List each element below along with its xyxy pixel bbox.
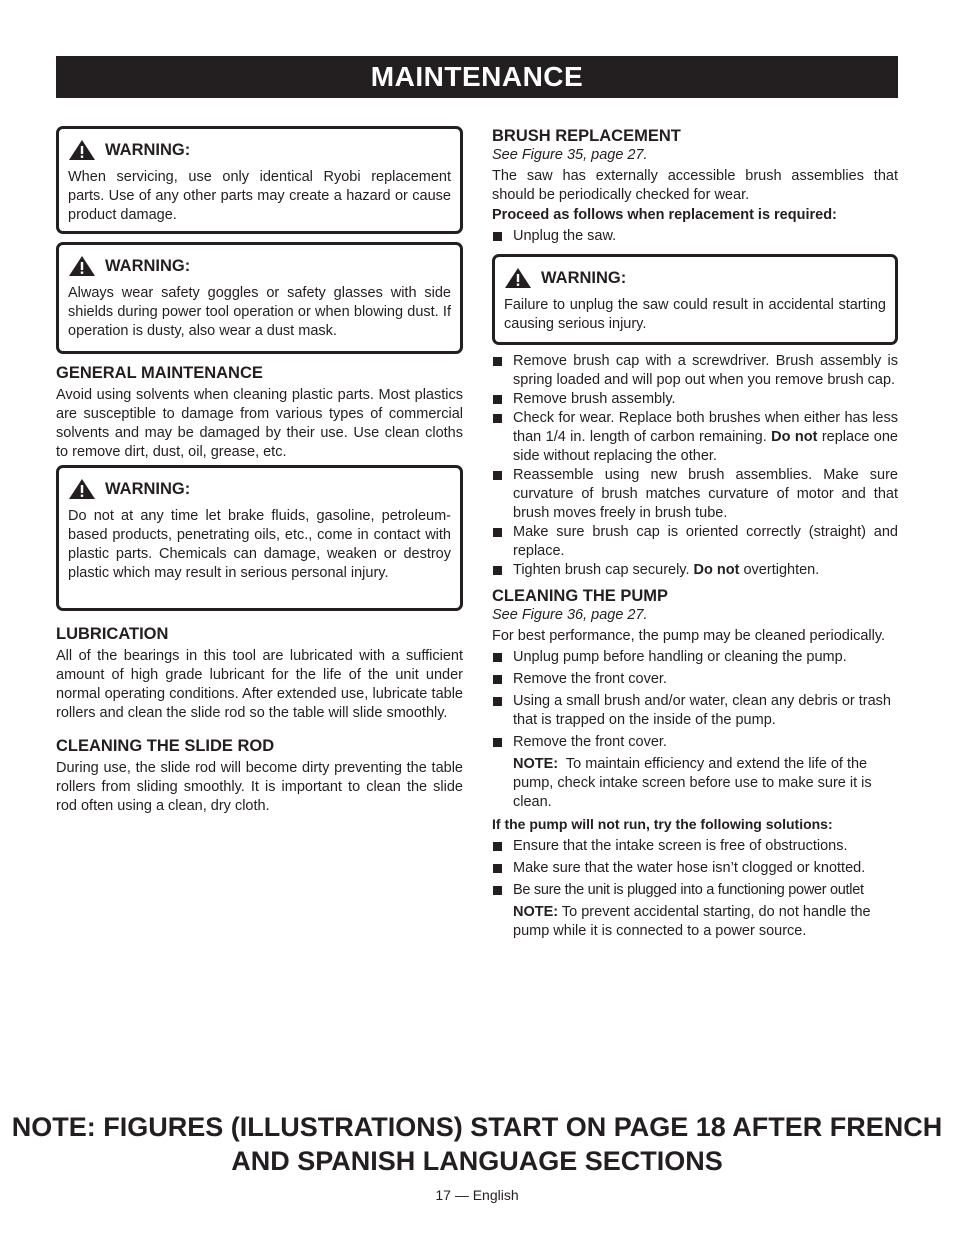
lubrication-text: All of the bearings in this tool are lubricated with a sufficient amount of high grade lubricant for the life of the unit under normal operating conditions. After extended use, lubricate table rollers and clean the slide rod so the table will slide smoothly.: [56, 648, 463, 721]
brush-figure-reference: See Figure 35, page 27.: [492, 147, 648, 163]
list-item: Reassemble using new brush assemblies. Make sure curvature of brush matches curvature of motor and that brush moves freely in brush tube.: [492, 466, 898, 523]
list-item: Tighten brush cap securely. Do not overtighten.: [492, 561, 898, 580]
slide-rod-text: During use, the slide rod will become dirty preventing the table rollers from sliding smoothly. It is important to clean the slide rod often using a clean, dry cloth.: [56, 760, 463, 814]
warning-triangle-icon: [68, 255, 96, 277]
lubrication-heading: LUBRICATION: [56, 625, 169, 643]
list-item: Remove the front cover.: [492, 733, 898, 752]
pump-solutions-list: [492, 837, 898, 900]
list-item: Be sure the unit is plugged into a functioning power outlet: [492, 881, 898, 900]
warning-label: WARNING:: [105, 140, 191, 159]
page-title: MAINTENANCE: [370, 61, 584, 92]
brush-step-list-1: [492, 227, 898, 246]
warning-triangle-icon: [68, 478, 96, 500]
warning-heading: [68, 478, 451, 500]
page-number: 17 — English: [435, 1187, 519, 1203]
warning-box-safety-goggles: [56, 242, 463, 354]
left-column: [56, 126, 463, 816]
warning-triangle-icon: [68, 139, 96, 161]
warning-heading: [68, 255, 451, 277]
warning-heading: [504, 267, 886, 289]
brush-proceed-text: Proceed as follows when replacement is required:: [492, 207, 837, 223]
power-note: NOTE: To prevent accidental starting, do not handle the pump while it is connected to a power source.: [513, 904, 871, 939]
list-item: Remove the front cover.: [492, 670, 898, 689]
warning-text: Do not at any time let brake fluids, gasoline, petroleum-based products, penetrating oils, etc., come in contact with plastic parts. Chemicals can damage, weaken or destroy plastic which may result in serious personal injury.: [68, 508, 451, 581]
brush-step-list-2: [492, 352, 898, 580]
cleaning-pump-heading: CLEANING THE PUMP: [492, 587, 669, 605]
warning-heading: [68, 139, 451, 161]
list-item: Using a small brush and/or water, clean any debris or trash that is trapped on the inside of the pump.: [492, 692, 898, 730]
list-item: Remove brush cap with a screwdriver. Brush assembly is spring loaded and will pop out when you remove brush cap.: [492, 352, 898, 390]
warning-triangle-icon: [504, 267, 532, 289]
list-item: Unplug pump before handling or cleaning the pump.: [492, 648, 898, 667]
pump-step-list: [492, 648, 898, 752]
warning-box-chemicals: [56, 465, 463, 611]
pump-figure-reference: See Figure 36, page 27.: [492, 607, 648, 623]
figures-note: NOTE: FIGURES (ILLUSTRATIONS) START ON PAGE 18 AFTER FRENCH AND SPANISH LANGUAGE SECTIONS: [11, 1112, 943, 1176]
warning-label: WARNING:: [105, 256, 191, 275]
list-item: Check for wear. Replace both brushes when either has less than 1/4 in. length of carbon remaining. Do not replace one side without replacing the other.: [492, 409, 898, 466]
right-column: [492, 126, 898, 941]
warning-text: Failure to unplug the saw could result in accidental starting causing serious injury.: [504, 297, 886, 332]
warning-text: Always wear safety goggles or safety glasses with side shields during power tool operation or when blowing dust. If operation is dusty, also wear a dust mask.: [68, 285, 451, 339]
general-maintenance-heading: GENERAL MAINTENANCE: [56, 364, 263, 382]
page-title-banner: [56, 56, 898, 98]
brush-replacement-heading: BRUSH REPLACEMENT: [492, 127, 681, 145]
general-maintenance-text: Avoid using solvents when cleaning plastic parts. Most plastics are susceptible to damage from various types of commercial solvents and may be damaged by their use. Use clean cloths to remove dirt, dust, oil, grease, etc.: [56, 387, 463, 460]
warning-box-replacement-parts: [56, 126, 463, 234]
list-item: Make sure that the water hose isn’t clogged or knotted.: [492, 859, 898, 878]
warning-label: WARNING:: [105, 479, 191, 498]
pump-intro-text: For best performance, the pump may be cleaned periodically.: [492, 628, 886, 644]
pump-note: NOTE: To maintain efficiency and extend the life of the pump, check intake screen before use to make sure it is clean.: [513, 756, 872, 810]
pump-solutions-heading: If the pump will not run, try the following solutions:: [492, 816, 833, 832]
brush-intro-text: The saw has externally accessible brush assemblies that should be periodically checked for wear.: [492, 168, 898, 203]
warning-label: WARNING:: [541, 268, 627, 287]
warning-box-unplug: [492, 254, 898, 345]
list-item: Unplug the saw.: [492, 227, 898, 246]
list-item: Ensure that the intake screen is free of obstructions.: [492, 837, 898, 856]
warning-text: When servicing, use only identical Ryobi replacement parts. Use of any other parts may create a hazard or cause product damage.: [68, 169, 451, 223]
list-item: Make sure brush cap is oriented correctly (straight) and replace.: [492, 523, 898, 561]
slide-rod-heading: CLEANING THE SLIDE ROD: [56, 737, 275, 755]
list-item: Remove brush assembly.: [492, 390, 898, 409]
